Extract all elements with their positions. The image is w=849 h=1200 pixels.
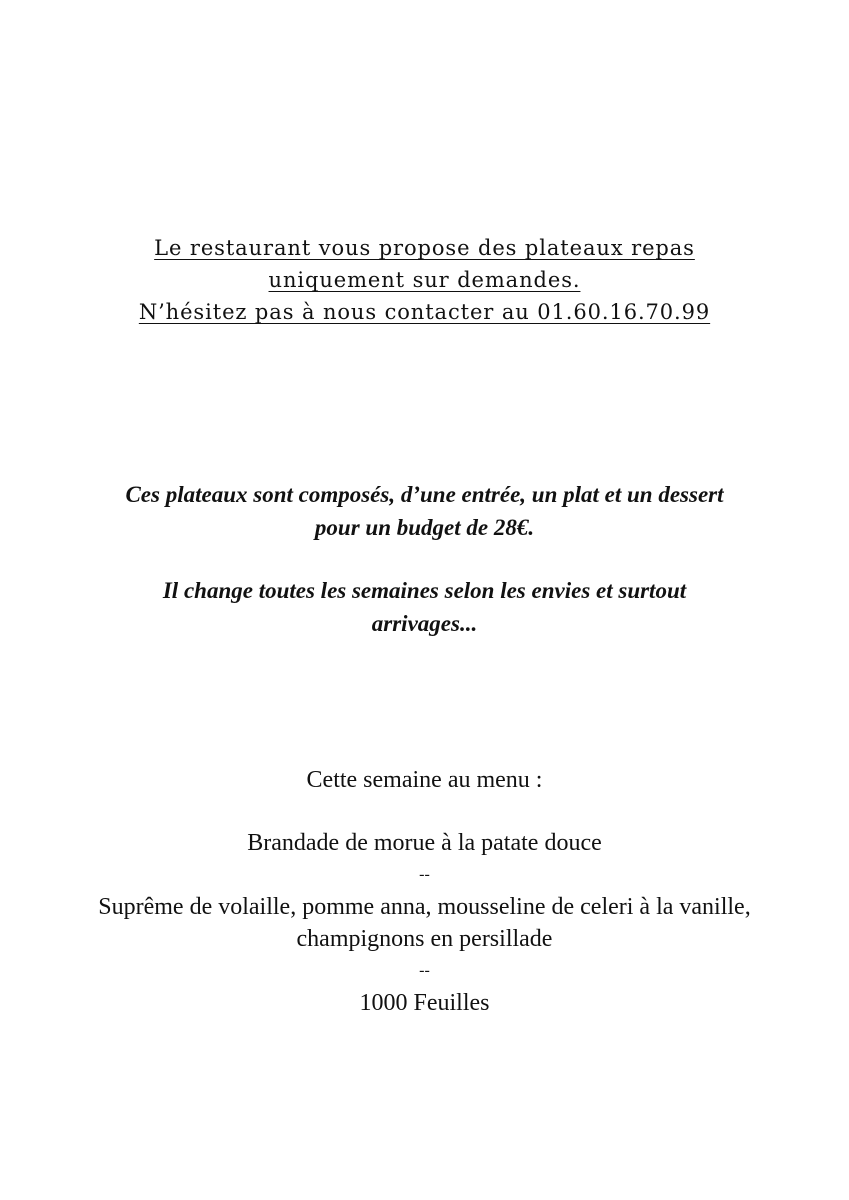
menu-separator: --	[419, 866, 430, 883]
weekly-menu	[0, 764, 849, 1019]
menu-main-course: Suprême de volaille, pomme anna, mousseline de celeri à la vanille, champignons en persillade	[98, 894, 751, 952]
menu-starter: Brandade de morue à la patate douce	[247, 830, 602, 856]
intro-line-3-contact: N’hésitez pas à nous contacter au 01.60.16.70.99	[138, 300, 711, 324]
menu-separator: --	[419, 962, 430, 979]
intro-line-2: uniquement sur demandes.	[268, 268, 581, 292]
menu-dessert: 1000 Feuilles	[359, 990, 490, 1016]
tray-composition-text: Ces plateaux sont composés, d’une entrée, un plat et un dessert pour un budget de 28€.	[125, 482, 724, 540]
tray-weekly-change-text: Il change toutes les semaines selon les envies et surtout arrivages...	[162, 578, 687, 636]
intro-notice	[0, 232, 849, 328]
tray-details	[0, 478, 849, 640]
menu-heading: Cette semaine au menu :	[306, 767, 543, 793]
intro-line-1: Le restaurant vous propose des plateaux repas	[154, 236, 695, 260]
